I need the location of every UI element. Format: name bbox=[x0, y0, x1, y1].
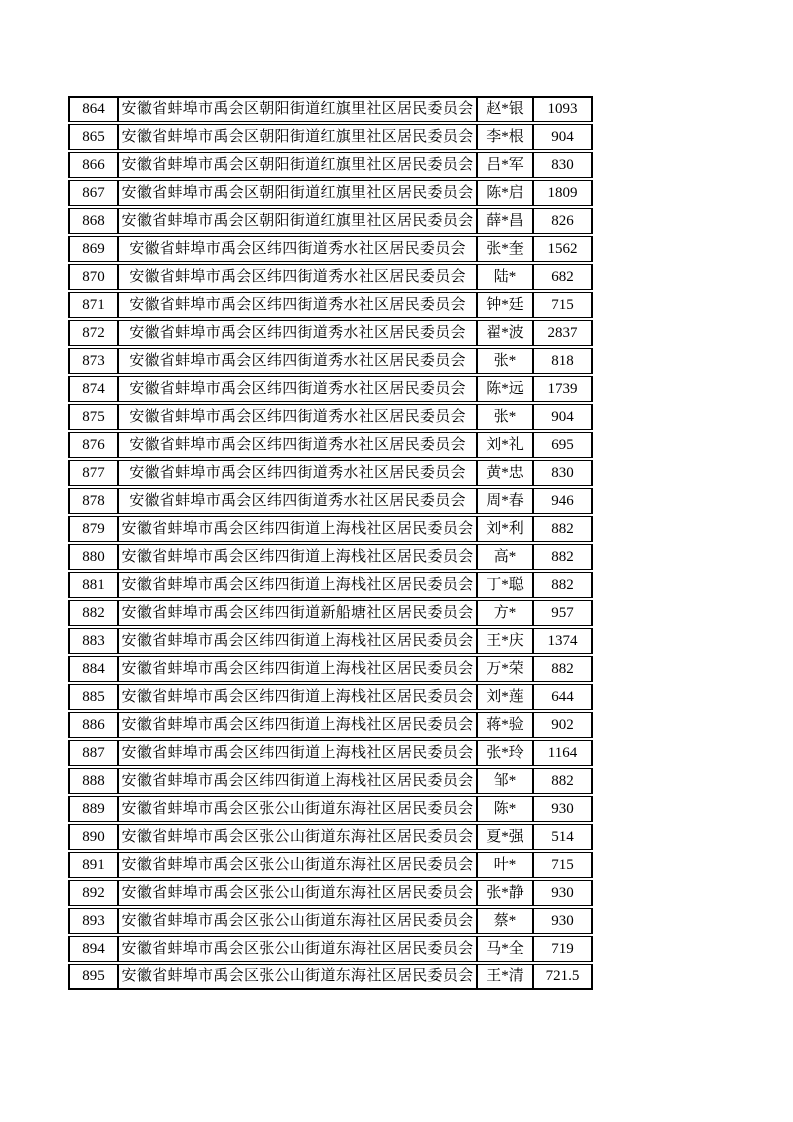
person-name-cell: 陈* bbox=[477, 796, 533, 822]
organization-cell: 安徽省蚌埠市禹会区朝阳街道红旗里社区居民委员会 bbox=[118, 180, 477, 206]
results-table bbox=[68, 94, 593, 992]
table-row bbox=[68, 264, 593, 290]
table-row bbox=[68, 404, 593, 430]
row-number-cell: 864 bbox=[68, 96, 118, 122]
person-name-cell: 张*奎 bbox=[477, 236, 533, 262]
person-name-cell: 高* bbox=[477, 544, 533, 570]
organization-cell: 安徽省蚌埠市禹会区纬四街道上海栈社区居民委员会 bbox=[118, 656, 477, 682]
table-row bbox=[68, 656, 593, 682]
value-cell: 830 bbox=[533, 152, 593, 178]
row-number-cell: 871 bbox=[68, 292, 118, 318]
table-row bbox=[68, 712, 593, 738]
table-row bbox=[68, 516, 593, 542]
table-row bbox=[68, 600, 593, 626]
person-name-cell: 王*庆 bbox=[477, 628, 533, 654]
person-name-cell: 刘*礼 bbox=[477, 432, 533, 458]
person-name-cell: 方* bbox=[477, 600, 533, 626]
row-number-cell: 884 bbox=[68, 656, 118, 682]
organization-cell: 安徽省蚌埠市禹会区纬四街道秀水社区居民委员会 bbox=[118, 404, 477, 430]
organization-cell: 安徽省蚌埠市禹会区纬四街道新船塘社区居民委员会 bbox=[118, 600, 477, 626]
row-number-cell: 893 bbox=[68, 908, 118, 934]
table-row bbox=[68, 488, 593, 514]
organization-cell: 安徽省蚌埠市禹会区朝阳街道红旗里社区居民委员会 bbox=[118, 96, 477, 122]
person-name-cell: 张*静 bbox=[477, 880, 533, 906]
organization-cell: 安徽省蚌埠市禹会区纬四街道上海栈社区居民委员会 bbox=[118, 572, 477, 598]
organization-cell: 安徽省蚌埠市禹会区纬四街道秀水社区居民委员会 bbox=[118, 460, 477, 486]
person-name-cell: 邹* bbox=[477, 768, 533, 794]
value-cell: 930 bbox=[533, 880, 593, 906]
row-number-cell: 886 bbox=[68, 712, 118, 738]
person-name-cell: 李*根 bbox=[477, 124, 533, 150]
value-cell: 882 bbox=[533, 572, 593, 598]
row-number-cell: 880 bbox=[68, 544, 118, 570]
person-name-cell: 陆* bbox=[477, 264, 533, 290]
row-number-cell: 881 bbox=[68, 572, 118, 598]
person-name-cell: 张* bbox=[477, 404, 533, 430]
organization-cell: 安徽省蚌埠市禹会区朝阳街道红旗里社区居民委员会 bbox=[118, 124, 477, 150]
person-name-cell: 薛*昌 bbox=[477, 208, 533, 234]
organization-cell: 安徽省蚌埠市禹会区张公山街道东海社区居民委员会 bbox=[118, 964, 477, 990]
person-name-cell: 夏*强 bbox=[477, 824, 533, 850]
row-number-cell: 873 bbox=[68, 348, 118, 374]
value-cell: 715 bbox=[533, 292, 593, 318]
person-name-cell: 钟*廷 bbox=[477, 292, 533, 318]
person-name-cell: 王*清 bbox=[477, 964, 533, 990]
table-row bbox=[68, 320, 593, 346]
organization-cell: 安徽省蚌埠市禹会区张公山街道东海社区居民委员会 bbox=[118, 824, 477, 850]
person-name-cell: 万*荣 bbox=[477, 656, 533, 682]
value-cell: 882 bbox=[533, 768, 593, 794]
person-name-cell: 蒋*验 bbox=[477, 712, 533, 738]
person-name-cell: 刘*利 bbox=[477, 516, 533, 542]
row-number-cell: 872 bbox=[68, 320, 118, 346]
person-name-cell: 翟*波 bbox=[477, 320, 533, 346]
row-number-cell: 894 bbox=[68, 936, 118, 962]
organization-cell: 安徽省蚌埠市禹会区纬四街道秀水社区居民委员会 bbox=[118, 488, 477, 514]
row-number-cell: 887 bbox=[68, 740, 118, 766]
organization-cell: 安徽省蚌埠市禹会区纬四街道上海栈社区居民委员会 bbox=[118, 516, 477, 542]
row-number-cell: 868 bbox=[68, 208, 118, 234]
value-cell: 882 bbox=[533, 516, 593, 542]
row-number-cell: 891 bbox=[68, 852, 118, 878]
value-cell: 904 bbox=[533, 404, 593, 430]
organization-cell: 安徽省蚌埠市禹会区纬四街道上海栈社区居民委员会 bbox=[118, 712, 477, 738]
table-row bbox=[68, 544, 593, 570]
row-number-cell: 866 bbox=[68, 152, 118, 178]
organization-cell: 安徽省蚌埠市禹会区张公山街道东海社区居民委员会 bbox=[118, 852, 477, 878]
row-number-cell: 882 bbox=[68, 600, 118, 626]
table-row bbox=[68, 460, 593, 486]
value-cell: 644 bbox=[533, 684, 593, 710]
value-cell: 826 bbox=[533, 208, 593, 234]
person-name-cell: 陈*启 bbox=[477, 180, 533, 206]
organization-cell: 安徽省蚌埠市禹会区纬四街道秀水社区居民委员会 bbox=[118, 264, 477, 290]
person-name-cell: 周*春 bbox=[477, 488, 533, 514]
organization-cell: 安徽省蚌埠市禹会区纬四街道秀水社区居民委员会 bbox=[118, 292, 477, 318]
organization-cell: 安徽省蚌埠市禹会区纬四街道上海栈社区居民委员会 bbox=[118, 544, 477, 570]
row-number-cell: 888 bbox=[68, 768, 118, 794]
person-name-cell: 蔡* bbox=[477, 908, 533, 934]
value-cell: 1562 bbox=[533, 236, 593, 262]
value-cell: 818 bbox=[533, 348, 593, 374]
table-row bbox=[68, 152, 593, 178]
table-row bbox=[68, 964, 593, 990]
value-cell: 721.5 bbox=[533, 964, 593, 990]
value-cell: 719 bbox=[533, 936, 593, 962]
organization-cell: 安徽省蚌埠市禹会区纬四街道上海栈社区居民委员会 bbox=[118, 768, 477, 794]
organization-cell: 安徽省蚌埠市禹会区纬四街道上海栈社区居民委员会 bbox=[118, 684, 477, 710]
organization-cell: 安徽省蚌埠市禹会区张公山街道东海社区居民委员会 bbox=[118, 908, 477, 934]
row-number-cell: 877 bbox=[68, 460, 118, 486]
row-number-cell: 883 bbox=[68, 628, 118, 654]
row-number-cell: 876 bbox=[68, 432, 118, 458]
organization-cell: 安徽省蚌埠市禹会区张公山街道东海社区居民委员会 bbox=[118, 796, 477, 822]
table-row bbox=[68, 740, 593, 766]
value-cell: 715 bbox=[533, 852, 593, 878]
row-number-cell: 865 bbox=[68, 124, 118, 150]
value-cell: 1093 bbox=[533, 96, 593, 122]
person-name-cell: 张*玲 bbox=[477, 740, 533, 766]
person-name-cell: 赵*银 bbox=[477, 96, 533, 122]
table-row bbox=[68, 684, 593, 710]
person-name-cell: 陈*远 bbox=[477, 376, 533, 402]
table-row bbox=[68, 376, 593, 402]
table-row bbox=[68, 180, 593, 206]
value-cell: 1809 bbox=[533, 180, 593, 206]
row-number-cell: 889 bbox=[68, 796, 118, 822]
person-name-cell: 吕*军 bbox=[477, 152, 533, 178]
table-row bbox=[68, 852, 593, 878]
table-row bbox=[68, 96, 593, 122]
value-cell: 1739 bbox=[533, 376, 593, 402]
organization-cell: 安徽省蚌埠市禹会区纬四街道上海栈社区居民委员会 bbox=[118, 628, 477, 654]
row-number-cell: 869 bbox=[68, 236, 118, 262]
table-row bbox=[68, 768, 593, 794]
organization-cell: 安徽省蚌埠市禹会区张公山街道东海社区居民委员会 bbox=[118, 880, 477, 906]
row-number-cell: 867 bbox=[68, 180, 118, 206]
value-cell: 514 bbox=[533, 824, 593, 850]
value-cell: 682 bbox=[533, 264, 593, 290]
value-cell: 1374 bbox=[533, 628, 593, 654]
organization-cell: 安徽省蚌埠市禹会区纬四街道秀水社区居民委员会 bbox=[118, 376, 477, 402]
person-name-cell: 黄*忠 bbox=[477, 460, 533, 486]
value-cell: 904 bbox=[533, 124, 593, 150]
value-cell: 930 bbox=[533, 796, 593, 822]
table-row bbox=[68, 824, 593, 850]
organization-cell: 安徽省蚌埠市禹会区纬四街道秀水社区居民委员会 bbox=[118, 432, 477, 458]
table-body bbox=[68, 96, 593, 990]
value-cell: 1164 bbox=[533, 740, 593, 766]
table-row bbox=[68, 292, 593, 318]
row-number-cell: 875 bbox=[68, 404, 118, 430]
row-number-cell: 892 bbox=[68, 880, 118, 906]
organization-cell: 安徽省蚌埠市禹会区纬四街道秀水社区居民委员会 bbox=[118, 348, 477, 374]
organization-cell: 安徽省蚌埠市禹会区张公山街道东海社区居民委员会 bbox=[118, 936, 477, 962]
row-number-cell: 870 bbox=[68, 264, 118, 290]
organization-cell: 安徽省蚌埠市禹会区纬四街道秀水社区居民委员会 bbox=[118, 320, 477, 346]
person-name-cell: 丁*聪 bbox=[477, 572, 533, 598]
value-cell: 957 bbox=[533, 600, 593, 626]
row-number-cell: 895 bbox=[68, 964, 118, 990]
table-row bbox=[68, 572, 593, 598]
table-row bbox=[68, 908, 593, 934]
row-number-cell: 890 bbox=[68, 824, 118, 850]
value-cell: 930 bbox=[533, 908, 593, 934]
value-cell: 902 bbox=[533, 712, 593, 738]
value-cell: 695 bbox=[533, 432, 593, 458]
table-row bbox=[68, 936, 593, 962]
organization-cell: 安徽省蚌埠市禹会区朝阳街道红旗里社区居民委员会 bbox=[118, 208, 477, 234]
person-name-cell: 刘*莲 bbox=[477, 684, 533, 710]
table-row bbox=[68, 208, 593, 234]
person-name-cell: 马*全 bbox=[477, 936, 533, 962]
value-cell: 2837 bbox=[533, 320, 593, 346]
person-name-cell: 张* bbox=[477, 348, 533, 374]
value-cell: 830 bbox=[533, 460, 593, 486]
table-row bbox=[68, 880, 593, 906]
table-row bbox=[68, 124, 593, 150]
row-number-cell: 874 bbox=[68, 376, 118, 402]
table-row bbox=[68, 432, 593, 458]
row-number-cell: 879 bbox=[68, 516, 118, 542]
organization-cell: 安徽省蚌埠市禹会区纬四街道上海栈社区居民委员会 bbox=[118, 740, 477, 766]
table-row bbox=[68, 348, 593, 374]
organization-cell: 安徽省蚌埠市禹会区纬四街道秀水社区居民委员会 bbox=[118, 236, 477, 262]
value-cell: 946 bbox=[533, 488, 593, 514]
row-number-cell: 885 bbox=[68, 684, 118, 710]
organization-cell: 安徽省蚌埠市禹会区朝阳街道红旗里社区居民委员会 bbox=[118, 152, 477, 178]
value-cell: 882 bbox=[533, 544, 593, 570]
table-row bbox=[68, 236, 593, 262]
value-cell: 882 bbox=[533, 656, 593, 682]
table-row bbox=[68, 796, 593, 822]
table-row bbox=[68, 628, 593, 654]
person-name-cell: 叶* bbox=[477, 852, 533, 878]
row-number-cell: 878 bbox=[68, 488, 118, 514]
